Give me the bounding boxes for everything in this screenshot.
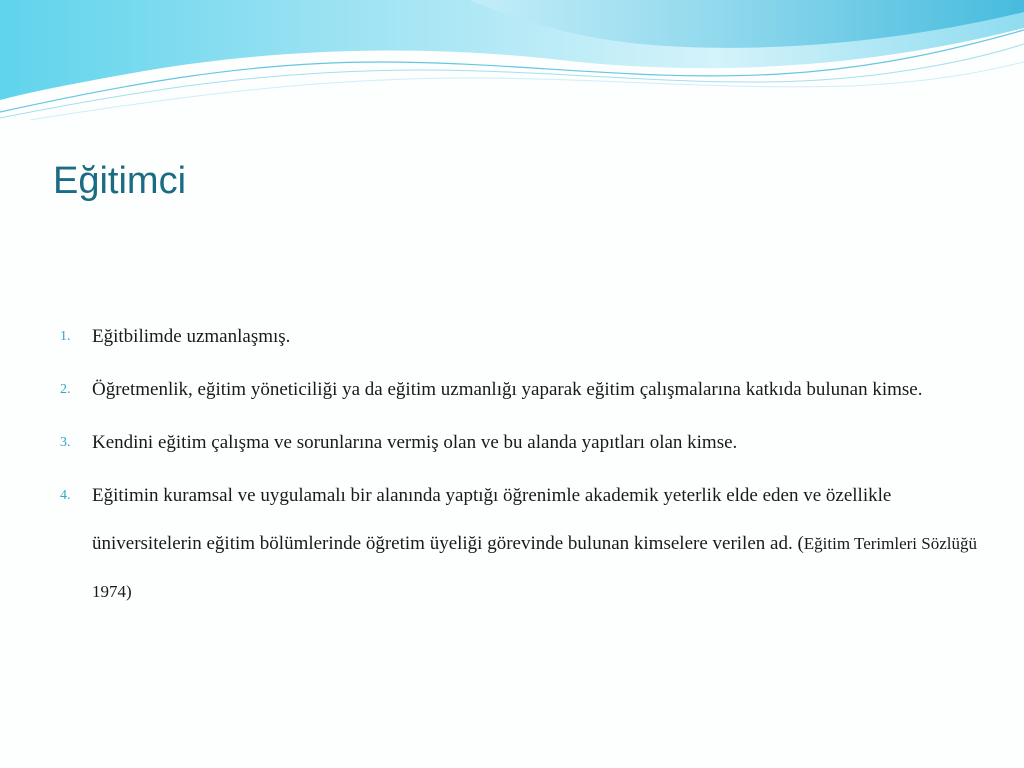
wave-line-3 bbox=[30, 62, 1024, 120]
list-item-text: Eğitbilimde uzmanlaşmış. bbox=[92, 326, 291, 347]
citation-text: Eğitim Terimleri Sözlüğü 1974) bbox=[92, 534, 977, 601]
list-item-text: Kendini eğitim çalışma ve sorunlarına vermiş olan ve bu alanda yapıtları olan kimse. bbox=[92, 432, 738, 453]
list-number: 2. bbox=[60, 382, 71, 397]
list-number: 1. bbox=[60, 329, 71, 344]
list-item-text bbox=[92, 472, 980, 616]
list-item-main-text: Eğitimin kuramsal ve uygulamalı bir alanında yaptığı öğrenimle akademik yeterlik elde eden ve özellikle üniversitelerin eğitim bölümlerinde öğretim üyeliği görevinde bulunan kimselere verilen ad. ( bbox=[92, 485, 892, 554]
header-wave-decoration bbox=[0, 0, 1024, 120]
list-number: 4. bbox=[60, 488, 71, 503]
slide-title: Eğitimci bbox=[53, 160, 187, 202]
definition-list bbox=[60, 313, 980, 621]
list-item bbox=[60, 472, 980, 616]
list-item-text: Öğretmenlik, eğitim yöneticiliği ya da eğitim uzmanlığı yaparak eğitim çalışmalarına katkıda bulunan kimse. bbox=[92, 379, 923, 400]
list-item bbox=[60, 313, 980, 361]
list-item bbox=[60, 419, 980, 467]
list-number: 3. bbox=[60, 435, 71, 450]
list-item bbox=[60, 366, 980, 414]
